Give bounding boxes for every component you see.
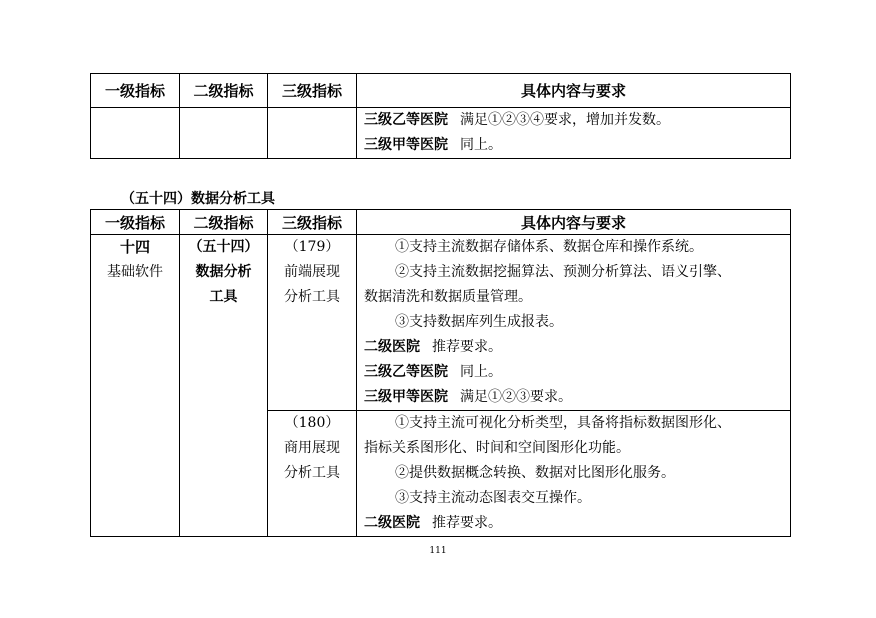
cell-level2: [180, 235, 268, 537]
hospital-level: 三级甲等医院: [364, 389, 448, 405]
content-item-continued: 数据清洗和数据质量管理。: [364, 289, 532, 305]
requirement-text: 同上。: [460, 364, 502, 380]
content-item: ②提供数据概念转换、数据对比图形化服务。: [395, 465, 675, 481]
table-continuation: [90, 73, 791, 159]
table-row: [91, 235, 791, 411]
level2-name-line2: 工具: [209, 289, 238, 305]
level3-number: （180）: [284, 415, 340, 431]
requirement-line: [364, 511, 790, 536]
header-content: 具体内容与要求: [357, 210, 791, 235]
hospital-level: 二级医院: [364, 339, 420, 355]
level3-name-line2: 分析工具: [284, 465, 340, 481]
cell-content: [357, 108, 791, 159]
requirement-line: [364, 335, 790, 360]
requirement-line: [364, 133, 790, 158]
requirement-text: 推荐要求。: [432, 515, 502, 531]
cell-level3-empty: [268, 108, 357, 159]
header-level1: 一级指标: [91, 74, 180, 108]
section-title: （五十四）数据分析工具: [121, 191, 275, 207]
hospital-level: 三级乙等医院: [364, 364, 448, 380]
level2-name-line1: 数据分析: [195, 264, 252, 280]
requirement-text: 满足①②③要求。: [460, 389, 572, 405]
content-item: ①支持主流数据存储体系、数据仓库和操作系统。: [395, 239, 703, 255]
table-row: [91, 108, 791, 159]
level3-name-line2: 分析工具: [284, 289, 340, 305]
header-content: 具体内容与要求: [357, 74, 791, 108]
requirement-line: [364, 360, 790, 385]
header-level3: 三级指标: [268, 74, 357, 108]
header-level2: 二级指标: [180, 210, 268, 235]
content-item-continued: 指标关系图形化、时间和空间图形化功能。: [364, 440, 630, 456]
table-data-analysis-tools: [90, 209, 791, 537]
header-level2: 二级指标: [180, 74, 268, 108]
requirement-text: 满足①②③④要求，增加并发数。: [460, 112, 670, 128]
content-item: ③支持主流动态图表交互操作。: [395, 490, 591, 506]
header-level1: 一级指标: [91, 210, 180, 235]
hospital-level: 三级乙等医院: [364, 112, 448, 128]
requirement-text: 推荐要求。: [432, 339, 502, 355]
cell-level1-empty: [91, 108, 180, 159]
cell-content-179: [357, 235, 791, 411]
level1-number: 十四: [119, 238, 150, 256]
page-number: 111: [429, 546, 447, 556]
header-level3: 三级指标: [268, 210, 357, 235]
cell-level3-179: [268, 235, 357, 411]
content-item: ③支持数据库列生成报表。: [395, 314, 563, 330]
content-item: ①支持主流可视化分析类型，具备将指标数据图形化、: [395, 415, 731, 431]
requirement-text: 同上。: [460, 137, 502, 153]
level1-name: 基础软件: [107, 264, 163, 280]
cell-level2-empty: [180, 108, 268, 159]
hospital-level: 二级医院: [364, 515, 420, 531]
cell-content-180: [357, 411, 791, 537]
cell-level3-180: [268, 411, 357, 537]
hospital-level: 三级甲等医院: [364, 137, 448, 153]
level3-name-line1: 前端展现: [284, 264, 340, 280]
table-header-row: [91, 210, 791, 235]
level3-name-line1: 商用展现: [284, 440, 340, 456]
level2-number: （五十四）: [188, 239, 259, 255]
content-item: ②支持主流数据挖掘算法、预测分析算法、语义引擎、: [395, 264, 731, 280]
table-header-row: [91, 74, 791, 108]
level3-number: （179）: [284, 239, 340, 255]
requirement-line: [364, 385, 790, 410]
requirement-line: [364, 108, 790, 133]
cell-level1: [91, 235, 180, 537]
